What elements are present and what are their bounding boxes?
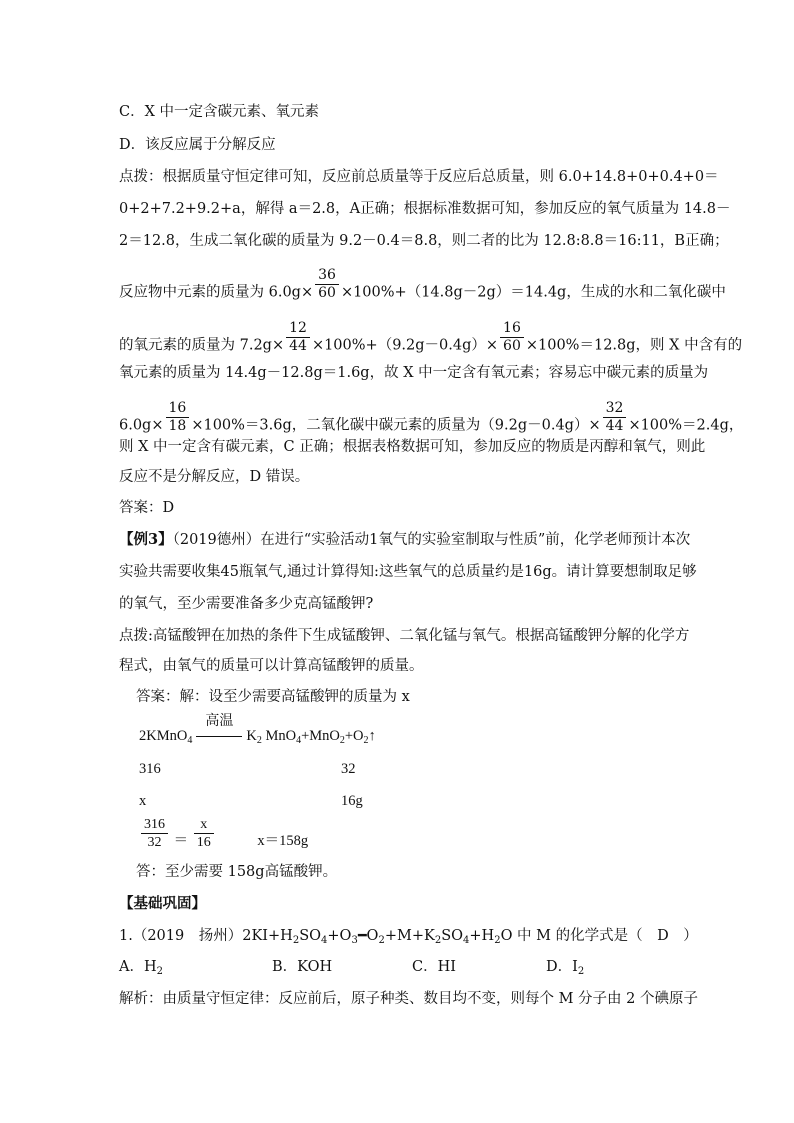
option-b: B．KOH xyxy=(272,959,333,975)
unknown-left: x xyxy=(139,793,147,809)
option-d: D．$I_2$ xyxy=(546,959,585,977)
question-1: 1.（2019 扬州）$2KI+H_2SO_4+O_3━O_2+M+K_2SO_4+H_2O$ 中 M 的化学式是（ D ） xyxy=(119,928,698,946)
analysis: 解析：由质量守恒定律：反应前后，原子种类、数目均不变，则每个 M 分子由 2 个碘原子 xyxy=(119,991,699,1007)
example-tag: 【例3】 xyxy=(119,531,173,548)
example-3-heading: 【例3】（2019德州）在进行“实验活动1氧气的实验室制取与性质”前，化学老师预计本次 xyxy=(119,531,691,548)
option-d: D．该反应属于分解反应 xyxy=(119,137,276,153)
reaction-condition: 高温 xyxy=(192,726,246,746)
tip-line: 反应不是分解反应，D 错误。 xyxy=(119,469,310,485)
fraction: $\frac{316}{32}$ xyxy=(141,816,168,851)
fraction: $\frac{12}{44}$ xyxy=(286,320,310,355)
tip-line: 反应物中元素的质量为 6.0g× $\frac{36}{60}$ ×100%+（14.8g－2g）＝14.4g，生成的水和二氧化碳中 xyxy=(119,267,726,301)
tip-line: 氧元素的质量为 14.4g－12.8g＝1.6g，故 X 中一定含有氧元素；容易忘中碳元素的质量为 xyxy=(119,365,709,381)
tip-line: 则 X 中一定含有碳元素，C 正确；根据表格数据可知，参加反应的物质是丙醇和氧气，则此 xyxy=(119,439,706,455)
molar-mass-left: 316 xyxy=(139,761,161,777)
option-c: C．HI xyxy=(412,959,456,975)
example-line: 的氧气，至少需要准备多少克高锰酸钾? xyxy=(119,596,374,612)
tip-line: 6.0g× $\frac{16}{18}$ ×100%＝3.6g，二氧化碳中碳元素的质量为（9.2g－0.4g）× $\frac{32}{44}$ ×100%＝2.4g， xyxy=(119,400,744,434)
tip-line: 点拨：根据质量守恒定律可知，反应前总质量等于反应后总质量，则 6.0+14.8+0+0.4+0＝ xyxy=(119,169,719,185)
molar-mass-right: 32 xyxy=(341,761,356,777)
option-a: A．$H_2$ xyxy=(119,959,163,977)
answer: 答案：D xyxy=(119,500,175,516)
fraction: $\frac{16}{18}$ xyxy=(166,400,190,435)
example-answer: 答案：解：设至少需要高锰酸钾的质量为 x xyxy=(136,689,410,705)
example-tip: 点拨:高锰酸钾在加热的条件下生成锰酸钾、二氧化锰与氧气。根据高锰酸钾分解的化学方 xyxy=(119,628,690,644)
chemical-equation: 2KMnO$_4$ 高温 $K_2$ $MnO_4+MnO_2+O_2↑$ xyxy=(139,714,376,746)
example-final: 答：至少需要 158g高锰酸钾。 xyxy=(136,864,338,880)
proportion: $\frac{316}{32}$ ＝ $\frac{x}{16}$ x＝158g xyxy=(139,816,308,851)
tip-line: 的氧元素的质量为 7.2g× $\frac{12}{44}$ ×100%+（9.2g－0.4g）× $\frac{16}{60}$ ×100%＝12.8g，则 X 中含有的 xyxy=(119,320,743,354)
fraction: $\frac{16}{60}$ xyxy=(500,320,524,355)
fraction: $\frac{36}{60}$ xyxy=(315,267,339,302)
option-c: C．X 中一定含碳元素、氧元素 xyxy=(119,104,320,120)
fraction: $\frac{x}{16}$ xyxy=(194,816,214,851)
tip-line: 0+2+7.2+9.2+a，解得 a＝2.8，A正确；根据标准数据可知，参加反应的氧气质量为 14.8－ xyxy=(119,201,731,217)
tip-line: 2＝12.8，生成二氧化碳的质量为 9.2－0.4＝8.8，则二者的比为 12.8:8.8＝16:11，B正确； xyxy=(119,233,729,249)
fraction: $\frac{32}{44}$ xyxy=(603,400,627,435)
mass-right: 16g xyxy=(341,793,363,809)
example-line: 实验共需要收集45瓶氧气,通过计算得知:这些氧气的总质量约是16g。请计算要想制取足够 xyxy=(119,564,697,580)
section-heading: 【基础巩固】 xyxy=(119,895,206,912)
example-tip: 程式，由氧气的质量可以计算高锰酸钾的质量。 xyxy=(119,658,424,674)
